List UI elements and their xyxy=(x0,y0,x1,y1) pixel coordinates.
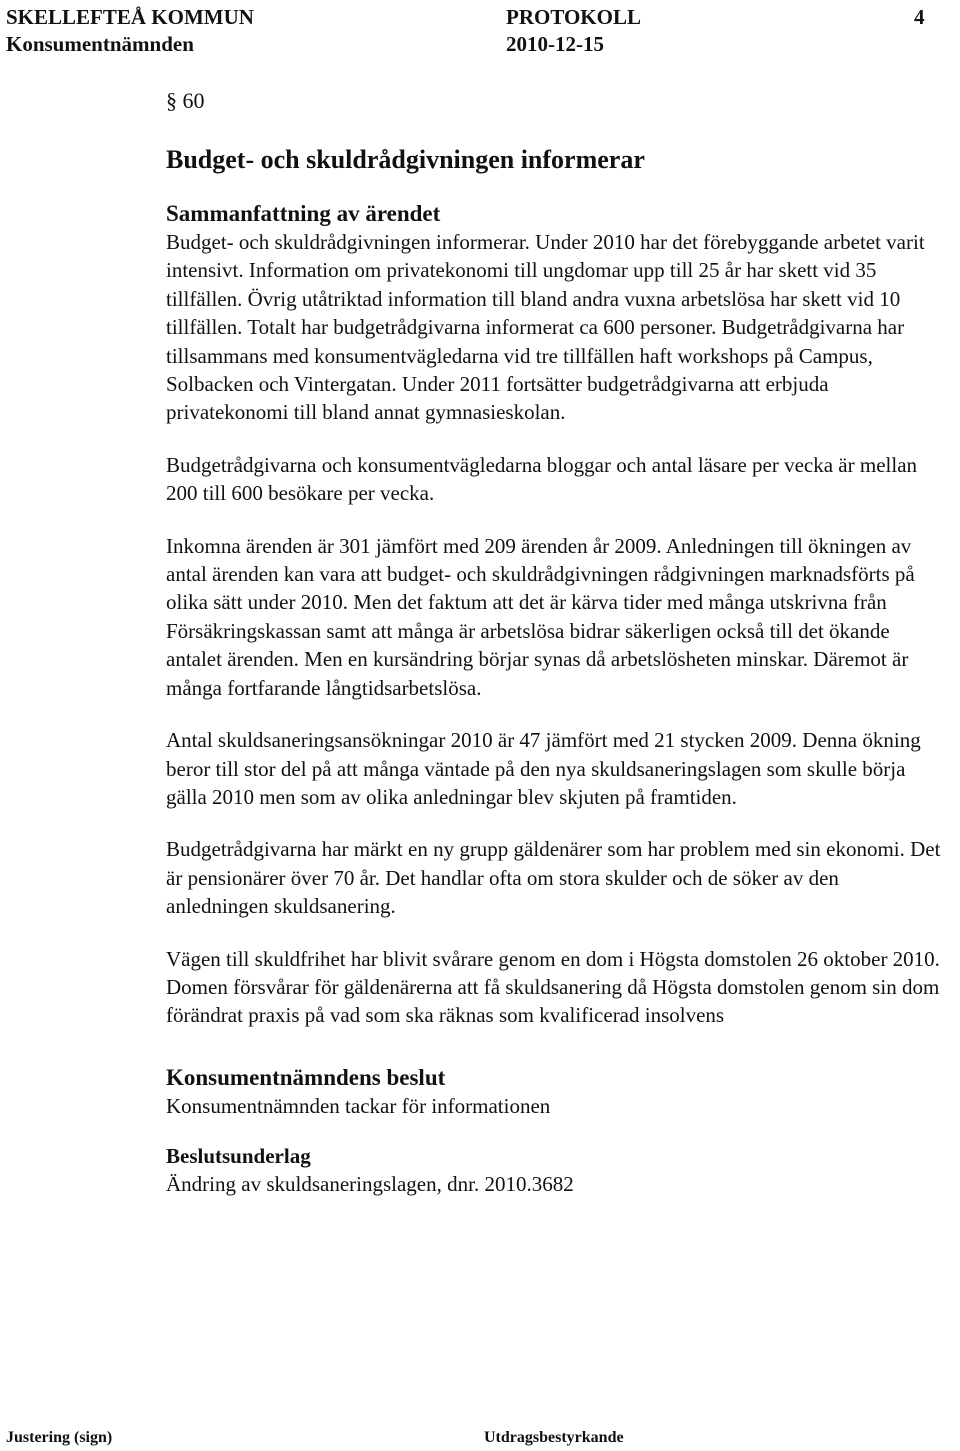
basis-text: Ändring av skuldsaneringslagen, dnr. 2010.3682 xyxy=(166,1172,574,1197)
page-footer xyxy=(6,1428,624,1448)
item-title: Budget- och skuldrådgivningen informerar xyxy=(166,145,645,174)
document-type: PROTOKOLL xyxy=(506,5,641,29)
body-paragraph: Budget- och skuldrådgivningen informerar. Under 2010 har det förebyggande arbetet varit intensivt. Information om privatekonomi till ungdomar upp till 25 år har skett vid 35 tillfällen. Övrig utåtriktad information till bland andra vuxna arbetslösa har skett vid 10 tillfällen. Totalt har budgetrådgivarna informerat ca 600 personer. Budgetrådgivarna har tillsammans med konsumentvägledarna vid tre tillfällen haft workshops på Campus, Solbacken och Vintergatan. Under 2011 fortsätter budgetrådgivarna att erbjuda privatekonomi till bland annat gymnasieskolan. xyxy=(166,230,925,425)
body-paragraph: Budgetrådgivarna har märkt en ny grupp gäldenärer som har problem med sin ekonomi. Det är pensionärer över 70 år. Det handlar ofta om stora skulder och de söker av den anledningen skuldsanering. xyxy=(166,837,941,919)
board-name: Konsumentnämnden xyxy=(6,32,194,56)
footer-extract-label: Utdragsbestyrkande xyxy=(484,1429,624,1446)
document-body xyxy=(166,86,946,1199)
basis-heading: Beslutsunderlag xyxy=(166,1144,311,1169)
page-number: 4 xyxy=(914,5,925,29)
decision-heading: Konsumentnämndens beslut xyxy=(166,1064,446,1090)
meeting-date: 2010-12-15 xyxy=(506,32,604,56)
body-paragraph: Antal skuldsaneringsansökningar 2010 är 47 jämfört med 21 stycken 2009. Denna ökning beror till stor del på att många väntade på den nya skuldsaneringslagen som skulle börja gälla 2010 men som av olika anledningar blev skjuten på framtiden. xyxy=(166,728,921,809)
organization-name: SKELLEFTEÅ KOMMUN xyxy=(6,5,254,29)
page-header xyxy=(6,4,954,58)
body-paragraph: Budgetrådgivarna och konsumentvägledarna bloggar och antal läsare per vecka är mellan 200 till 600 besökare per vecka. xyxy=(166,452,918,506)
paragraph-number: § 60 xyxy=(166,88,205,113)
body-paragraph: Inkomna ärenden är 301 jämfört med 209 ärenden år 2009. Anledningen till ökningen av antal ärenden kan vara att budget- och skuldrådgivningen rådgivningen marknadsförts på olika sätt under 2010. Men det faktum att det är kärva tider med många utskrivna från Försäkringskassan samt att många är arbetslösa bidrar säkerligen också till det ökande antalet ärenden. Men en kursändring börjar synas då arbetslösheten minskar. Däremot är många fortfarande långtidsarbetslösa. xyxy=(166,533,915,700)
summary-heading: Sammanfattning av ärendet xyxy=(166,201,441,226)
footer-justering-label: Justering (sign) xyxy=(6,1429,113,1446)
decision-text: Konsumentnämnden tackar för informationen xyxy=(166,1093,551,1118)
body-paragraph: Vägen till skuldfrihet har blivit svårare genom en dom i Högsta domstolen 26 oktober 2010. Domen försvårar för gäldenärerna att få skuldsanering då Högsta domstolen genom sin dom förändrat praxis på vad som ska räknas som kvalificerad insolvens xyxy=(166,946,940,1028)
